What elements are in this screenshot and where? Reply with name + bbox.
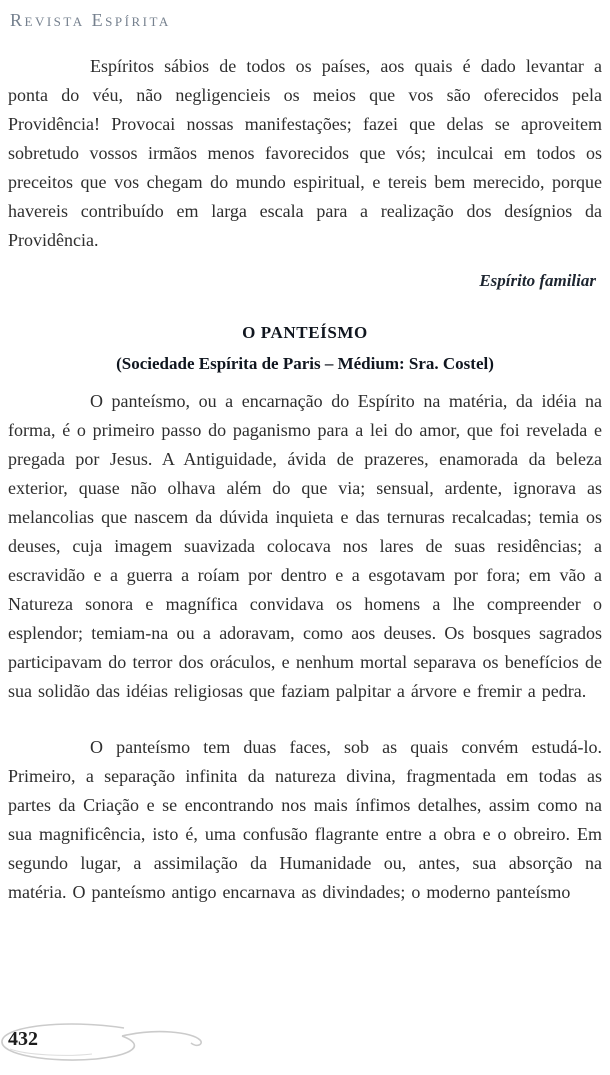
- paragraph: O panteísmo, ou a encarnação do Espírito na matéria, da idéia na forma, é o primeiro passo do paganismo para a lei do amor, que foi revelada e pregada por Jesus. A Antiguidade, ávida de prazeres, enamorada da beleza exterior, quase não olhava além do que via; sensual, ardente, ignorava as melancolias que nascem da dúvida inquieta e das ternuras recalcadas; temia os deuses, cuja imagem suavizada colocava nos lares de suas residências; a escravidão e a guerra a roíam por dentro e a esgotavam por fora; em vão a Natureza sonora e magnífica convidava os homens a lhe compreender o esplendor; temiam-na ou a adoravam, como aos deuses. Os bosques sagrados participavam do terror dos oráculos, e nenhum mortal separava os benefícios de sua solidão das idéias religiosas que faziam palpitar a árvore e fremir a pedra.: [8, 391, 602, 701]
- paragraph: O panteísmo tem duas faces, sob as quais convém estudá-lo. Primeiro, a separação infinita da natureza divina, fragmentada em todas as partes da Criação e se encontrando nos mais ínfimos detalhes, assim como na sua magnificência, isto é, uma confusão flagrante entre a obra e o obreiro. Em segundo lugar, a assimilação da Humanidade ou, antes, sua absorção na matéria. O panteísmo antigo encarnava as divindades; o moderno panteísmo: [8, 737, 602, 902]
- section-subtitle: (Sociedade Espírita de Paris – Médium: Sra. Costel): [116, 354, 494, 373]
- section-title: O PANTEÍSMO: [242, 323, 368, 342]
- running-header: Revista Espírita: [10, 10, 171, 30]
- page-footer: [0, 1019, 260, 1067]
- signature: Espírito familiar: [479, 271, 596, 290]
- book-page: [0, 10, 610, 1075]
- paragraph: Espíritos sábios de todos os países, aos quais é dado levantar a ponta do véu, não negligencieis os meios que vos são oferecidos pela Providência! Provocai nossas manifestações; fazei que delas se aproveitem sobretudo vossos irmãos menos favorecidos que vós; inculcai em todos os preceitos que vos chegam do mundo espiritual, e tereis bem merecido, porque havereis contribuído em larga escala para a realização dos desígnios da Providência.: [8, 56, 602, 250]
- page-number: 432: [8, 1028, 38, 1050]
